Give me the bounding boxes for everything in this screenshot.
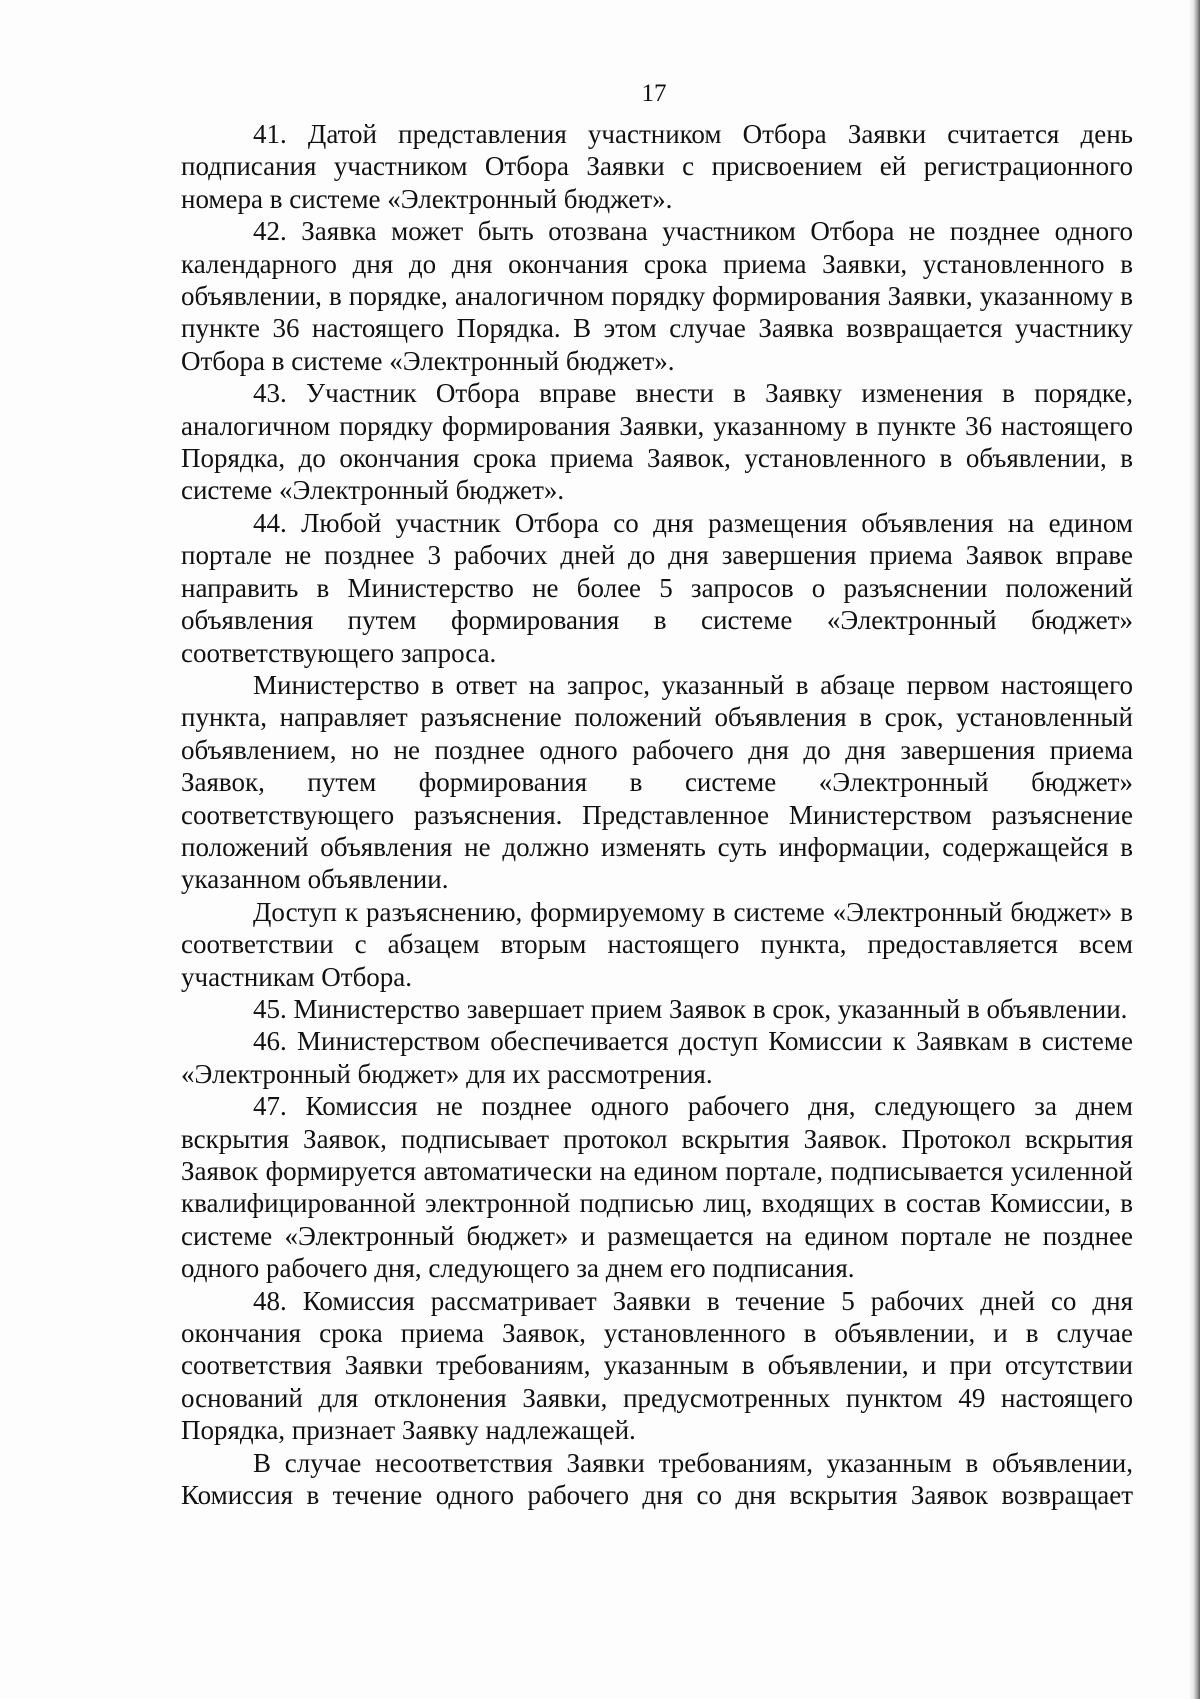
paragraph-41: 41. Датой представления участником Отбора Заявки считается день подписания участником Отбора Заявки с присвоением ей регистрационного номера в системе «Электронный бюджет». xyxy=(181,119,1133,214)
paragraph-46: 46. Министерством обеспечивается доступ Комиссии к Заявкам в системе «Электронный бюджет» для их рассмотрения. xyxy=(181,1026,1133,1089)
page-number: 17 xyxy=(641,80,667,107)
paragraph-43: 43. Участник Отбора вправе внести в Заявку изменения в порядке, аналогичном порядку формирования Заявки, указанному в пункте 36 настоящего Порядка, до окончания срока приема Заявок, установленного в объявлении, в системе «Электронный бюджет». xyxy=(181,378,1133,506)
paragraph-48-noncompliance: В случае несоответствия Заявки требованиям, указанным в объявлении, Комиссия в течение одного рабочего дня со дня вскрытия Заявок возвращает xyxy=(181,1447,1133,1511)
paragraph-42: 42. Заявка может быть отозвана участником Отбора не позднее одного календарного дня до дня окончания срока приема Заявки, установленного в объявлении, в порядке, аналогичном порядку формирования Заявки, указанному в пункте 36 настоящего Порядка. В этом случае Заявка возвращается участнику Отбора в системе «Электронный бюджет». xyxy=(181,216,1133,376)
paragraph-47: 47. Комиссия не позднее одного рабочего дня, следующего за днем вскрытия Заявок, подписывает протокол вскрытия Заявок. Протокол вскрытия Заявок формируется автоматически на едином портале, подписывается усиленной квалифицированной электронной подписью лиц, входящих в состав Комиссии, в системе «Электронный бюджет» и размещается на едином портале не позднее одного рабочего дня, следующего за днем его подписания. xyxy=(181,1091,1133,1284)
scan-edge-shadow xyxy=(1188,0,1200,1699)
document-body xyxy=(181,118,1133,1511)
paragraph-44-clarification: Министерство в ответ на запрос, указанный в абзаце первом настоящего пункта, направляет разъяснение положений объявления в срок, установленный объявлением, но не позднее одного рабочего дня до дня завершения приема Заявок, путем формирования в системе «Электронный бюджет» соответствующего разъяснения. Представленное Министерством разъяснение положений объявления не должно изменять суть информации, содержащейся в указанном объявлении. xyxy=(181,669,1133,895)
paragraph-44: 44. Любой участник Отбора со дня размещения объявления на едином портале не позднее 3 рабочих дней до дня завершения приема Заявок вправе направить в Министерство не более 5 запросов о разъяснении положений объявления путем формирования в системе «Электронный бюджет» соответствующего запроса. xyxy=(181,507,1133,668)
paragraph-44-access: Доступ к разъяснению, формируемому в системе «Электронный бюджет» в соответствии с абзацем вторым настоящего пункта, предоставляется всем участникам Отбора. xyxy=(181,896,1133,992)
paragraph-48: 48. Комиссия рассматривает Заявки в течение 5 рабочих дней со дня окончания срока приема Заявок, установленного в объявлении, и в случае соответствия Заявки требованиям, указанным в объявлении, и при отсутствии оснований для отклонения Заявки, предусмотренных пунктом 49 настоящего Порядка, признает Заявку надлежащей. xyxy=(181,1285,1133,1446)
paragraph-45: 45. Министерство завершает прием Заявок в срок, указанный в объявлении. xyxy=(253,993,1128,1024)
